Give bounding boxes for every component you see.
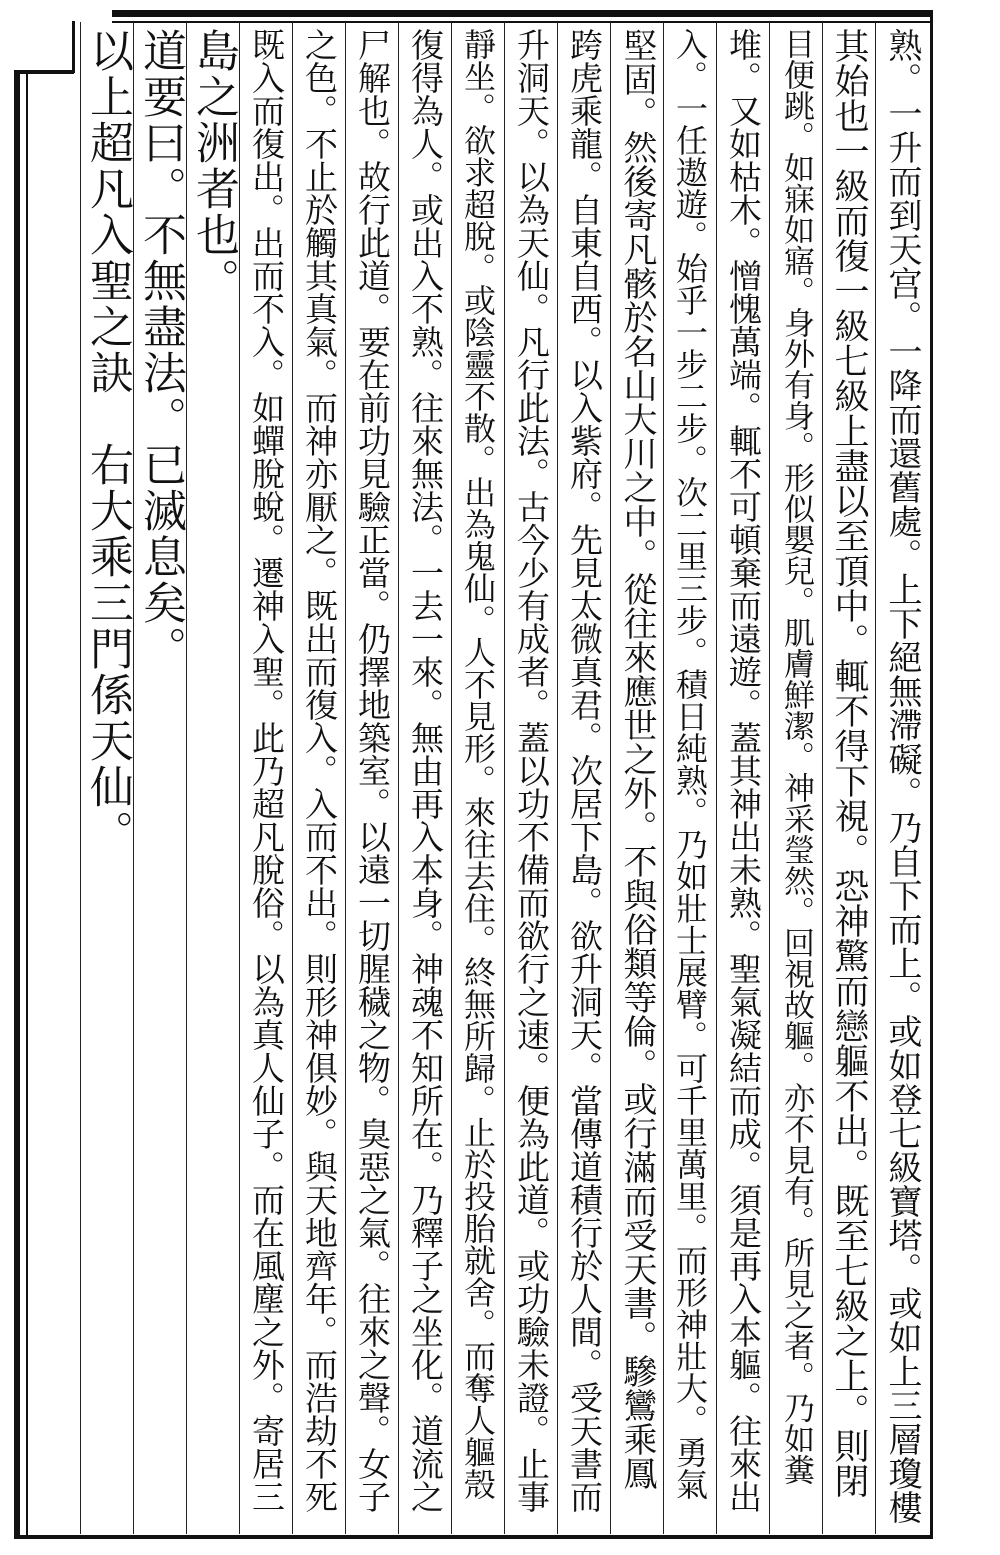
text-column: 熟。一升而到天宫。一降而還舊處。上下絕無滯礙。乃自下而上。或如登七級寶塔。或如上三層瓊樓 xyxy=(882,28,922,1524)
text-column: 跨虎乘龍。自東自西。以入紫府。先見太微真君。次居下島。欲升洞天。當傳道積行於人間。受天書而 xyxy=(565,28,604,1513)
text-column: 入。一任遨遊。始乎一步二步。次二里三步。積日純熟。乃如壯士展臂。可千里萬里。而形神壯大。勇氣 xyxy=(671,28,709,1500)
bottom-border xyxy=(14,1535,933,1539)
text-column: 復得為人。或出入不熟。往來無法。一去一來。無由再入本身。神魂不知所在。乃釋子之坐化。道流之 xyxy=(406,28,445,1513)
text-column: 升洞天。以為天仙。凡行此法。古今少有成者。蓋以功不備而欲行之速。便為此道。或功驗未證。止事 xyxy=(512,28,551,1513)
text-column: 島之洲者也。 xyxy=(188,28,239,304)
text-column: 堆。又如枯木。憎愧萬端。輒不可頓棄而遠遊。蓋其神出未熟。聖氣凝結而成。須是再入本軀。往來出 xyxy=(724,28,763,1513)
left-border-step-vertical xyxy=(72,21,75,73)
right-border xyxy=(930,10,933,1538)
text-column: 其始也一級而復一級七級上盡以至頂中。輒不得下視。恐神驚而戀軀不出。既至七級之上。則閉 xyxy=(829,28,869,1498)
text-column: 堅固。然後寄凡骸於名山大川之中。從往來應世之外。不與俗類等倫。或行滿而受天書。驂鸞乘鳳 xyxy=(617,28,657,1490)
text-column: 靜坐。欲求超脫。或陰靈不散。出為鬼仙。人不見形。來往去住。終無所歸。止於投胎就舍。而奪人軀殼 xyxy=(459,28,497,1500)
text-column: 之色。不止於觸其真氣。而神亦厭之。既出而復入。入而不出。則形神俱妙。與天地齊年。而浩劫不死 xyxy=(300,28,339,1513)
top-border-inner xyxy=(112,21,930,23)
left-border-step xyxy=(14,70,74,74)
text-column: 既入而復出。出而不入。如蟬脫蛻。遷神入聖。此乃超凡脫俗。以為真人仙子。而在風塵之外。寄居三 xyxy=(247,28,286,1513)
text-column: 道要曰。不無盡法。已滅息矣。 xyxy=(135,28,186,672)
text-column: 以上超凡入聖之訣 右大乘三門係天仙。 xyxy=(82,28,133,856)
text-column: 尸解也。故行此道。要在前功見驗正當。仍擇地築室。以遠一切腥穢之物。臭惡之氣。往來之聲。女子 xyxy=(353,28,392,1513)
top-border xyxy=(112,10,930,17)
left-border xyxy=(14,70,20,1538)
left-border-inner xyxy=(26,70,28,1538)
text-column: 目便跳。如寐如寤。身外有身。形似嬰兒。肌膚鮮潔。神采瑩然。回視故軀。亦不見有。所見之者。乃如糞 xyxy=(778,28,814,1485)
